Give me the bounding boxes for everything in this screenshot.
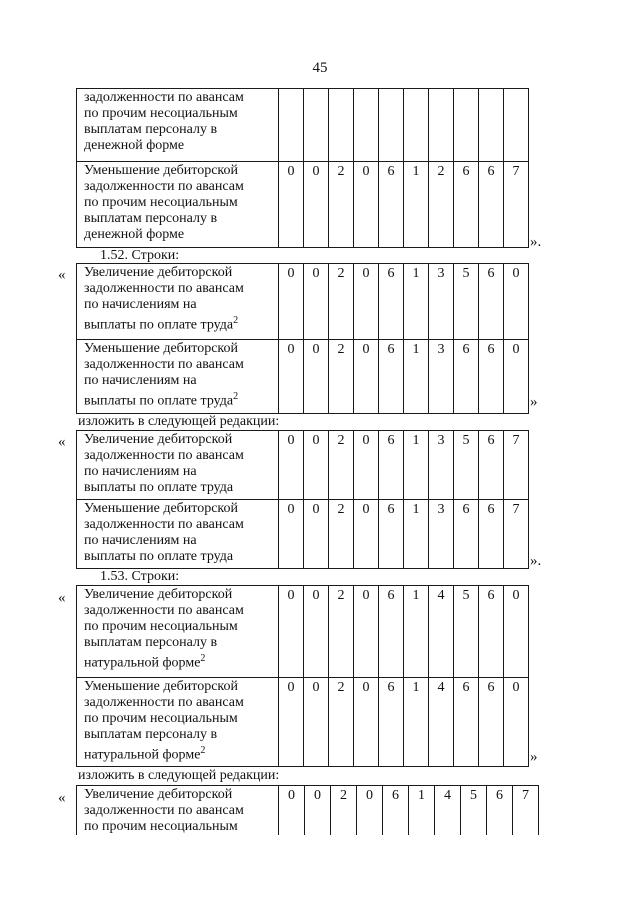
code-digit: 7 xyxy=(504,162,529,248)
open-quote: « xyxy=(58,267,66,283)
code-digit: 6 xyxy=(479,431,504,500)
code-digit: 0 xyxy=(305,786,331,836)
code-digit: 1 xyxy=(404,264,429,340)
code-digit: 0 xyxy=(279,340,304,414)
code-digit: 1 xyxy=(404,340,429,414)
code-digit: 0 xyxy=(354,340,379,414)
code-digit: 6 xyxy=(383,786,409,836)
ledger-table xyxy=(76,585,529,767)
code-digit: 1 xyxy=(404,162,429,248)
code-digit: 2 xyxy=(329,431,354,500)
table-row xyxy=(77,162,529,248)
table-block-c xyxy=(76,430,529,569)
code-digit: 3 xyxy=(429,264,454,340)
code-digit: 6 xyxy=(479,340,504,414)
code-digit: 7 xyxy=(504,431,529,500)
code-digit: 6 xyxy=(379,586,404,678)
code-digit: 6 xyxy=(379,500,404,569)
row-description-text: Уменьшение дебиторской задолженности по авансам по начислениям на выплаты по оплате труда xyxy=(84,341,244,409)
code-digit: 3 xyxy=(429,340,454,414)
code-digit: 3 xyxy=(429,500,454,569)
code-digit: 0 xyxy=(354,264,379,340)
code-digit: 2 xyxy=(429,162,454,248)
open-quote: « xyxy=(58,590,66,606)
row-description-text: Увеличение дебиторской задолженности по авансам по начислениям на выплаты по оплате труда xyxy=(84,265,244,333)
code-digit: 4 xyxy=(429,586,454,678)
row-description: задолженности по авансам по прочим несоциальным выплатам персоналу в денежной форме xyxy=(77,89,279,162)
close-quote: ». xyxy=(530,553,542,569)
code-digit xyxy=(479,89,504,162)
code-digit: 0 xyxy=(354,678,379,767)
code-digit: 6 xyxy=(379,264,404,340)
code-digit: 0 xyxy=(504,678,529,767)
code-digit: 2 xyxy=(329,586,354,678)
table-row xyxy=(77,500,529,569)
code-digit: 4 xyxy=(435,786,461,836)
ledger-table xyxy=(76,430,529,569)
footnote-marker: 2 xyxy=(233,391,239,402)
table-block-a xyxy=(76,88,529,248)
code-digit: 0 xyxy=(354,162,379,248)
code-digit: 0 xyxy=(279,586,304,678)
code-digit: 0 xyxy=(279,500,304,569)
close-quote: ». xyxy=(530,234,542,250)
table-row xyxy=(77,431,529,500)
code-digit: 7 xyxy=(513,786,539,836)
close-quote: » xyxy=(530,394,538,410)
code-digit: 0 xyxy=(279,162,304,248)
code-digit: 1 xyxy=(404,500,429,569)
code-digit: 2 xyxy=(329,678,354,767)
table-row xyxy=(77,678,529,767)
code-digit: 0 xyxy=(357,786,383,836)
code-digit: 5 xyxy=(454,586,479,678)
code-digit: 2 xyxy=(331,786,357,836)
code-digit: 6 xyxy=(379,162,404,248)
code-digit: 0 xyxy=(279,431,304,500)
code-digit xyxy=(379,89,404,162)
code-digit: 0 xyxy=(354,586,379,678)
section-heading-1-52: 1.52. Строки: xyxy=(100,248,180,263)
code-digit xyxy=(329,89,354,162)
code-digit xyxy=(404,89,429,162)
row-description: Увеличение дебиторской задолженности по авансам по начислениям на выплаты по оплате труда xyxy=(77,431,279,500)
code-digit: 2 xyxy=(329,340,354,414)
code-digit xyxy=(429,89,454,162)
code-digit: 2 xyxy=(329,500,354,569)
page-number: 45 xyxy=(312,60,328,76)
code-digit: 6 xyxy=(487,786,513,836)
row-description-text: Увеличение дебиторской задолженности по авансам по прочим несоциальным выплатам персоналу в натуральной форме xyxy=(84,587,244,671)
row-description-text: Уменьшение дебиторской задолженности по авансам по прочим несоциальным выплатам персоналу в натуральной форме xyxy=(84,679,244,763)
code-digit: 6 xyxy=(479,678,504,767)
code-digit: 3 xyxy=(429,431,454,500)
row-description: Уменьшение дебиторской задолженности по авансам по начислениям на выплаты по оплате труда xyxy=(77,500,279,569)
row-description: Увеличение дебиторской задолженности по авансам по прочим несоциальным xyxy=(77,786,279,836)
ledger-table xyxy=(76,785,539,835)
code-digit: 0 xyxy=(504,586,529,678)
row-description xyxy=(77,264,279,340)
row-description xyxy=(77,340,279,414)
code-digit: 6 xyxy=(479,586,504,678)
table-row xyxy=(77,586,529,678)
table-row xyxy=(77,89,529,162)
table-row xyxy=(77,340,529,414)
table-row xyxy=(77,786,539,836)
open-quote: « xyxy=(58,790,66,806)
code-digit: 2 xyxy=(329,264,354,340)
code-digit: 6 xyxy=(454,162,479,248)
code-digit: 0 xyxy=(354,431,379,500)
row-description: Уменьшение дебиторской задолженности по авансам по прочим несоциальным выплатам персоналу в денежной форме xyxy=(77,162,279,248)
code-digit: 1 xyxy=(404,586,429,678)
code-digit: 0 xyxy=(504,264,529,340)
code-digit: 6 xyxy=(454,500,479,569)
code-digit: 6 xyxy=(379,678,404,767)
code-digit: 0 xyxy=(304,678,329,767)
footnote-marker: 2 xyxy=(200,745,206,756)
code-digit: 6 xyxy=(379,340,404,414)
footnote-marker: 2 xyxy=(200,653,206,664)
ledger-table xyxy=(76,88,529,248)
footnote-marker: 2 xyxy=(233,315,239,326)
code-digit: 0 xyxy=(304,264,329,340)
close-quote: » xyxy=(530,749,538,765)
code-digit xyxy=(354,89,379,162)
table-block-d xyxy=(76,585,529,767)
code-digit: 0 xyxy=(304,162,329,248)
code-digit xyxy=(504,89,529,162)
restate-text: изложить в следующей редакции: xyxy=(78,414,280,429)
code-digit: 6 xyxy=(479,500,504,569)
code-digit: 6 xyxy=(379,431,404,500)
open-quote: « xyxy=(58,434,66,450)
row-description xyxy=(77,586,279,678)
code-digit: 6 xyxy=(454,340,479,414)
code-digit: 4 xyxy=(429,678,454,767)
code-digit: 6 xyxy=(479,264,504,340)
code-digit: 6 xyxy=(454,678,479,767)
code-digit: 0 xyxy=(354,500,379,569)
code-digit: 5 xyxy=(461,786,487,836)
code-digit: 0 xyxy=(304,431,329,500)
section-heading-1-53: 1.53. Строки: xyxy=(100,569,180,584)
code-digit: 5 xyxy=(454,431,479,500)
row-description xyxy=(77,678,279,767)
table-block-b xyxy=(76,263,529,414)
table-row xyxy=(77,264,529,340)
code-digit: 2 xyxy=(329,162,354,248)
table-block-e xyxy=(76,785,539,835)
code-digit: 1 xyxy=(404,431,429,500)
code-digit: 0 xyxy=(304,340,329,414)
code-digit: 6 xyxy=(479,162,504,248)
code-digit: 1 xyxy=(409,786,435,836)
code-digit: 0 xyxy=(279,678,304,767)
code-digit: 5 xyxy=(454,264,479,340)
ledger-table xyxy=(76,263,529,414)
code-digit xyxy=(279,89,304,162)
code-digit: 0 xyxy=(279,264,304,340)
code-digit: 7 xyxy=(504,500,529,569)
code-digit xyxy=(304,89,329,162)
code-digit: 0 xyxy=(279,786,305,836)
code-digit xyxy=(454,89,479,162)
restate-text: изложить в следующей редакции: xyxy=(78,768,280,783)
code-digit: 1 xyxy=(404,678,429,767)
code-digit: 0 xyxy=(304,586,329,678)
code-digit: 0 xyxy=(504,340,529,414)
code-digit: 0 xyxy=(304,500,329,569)
